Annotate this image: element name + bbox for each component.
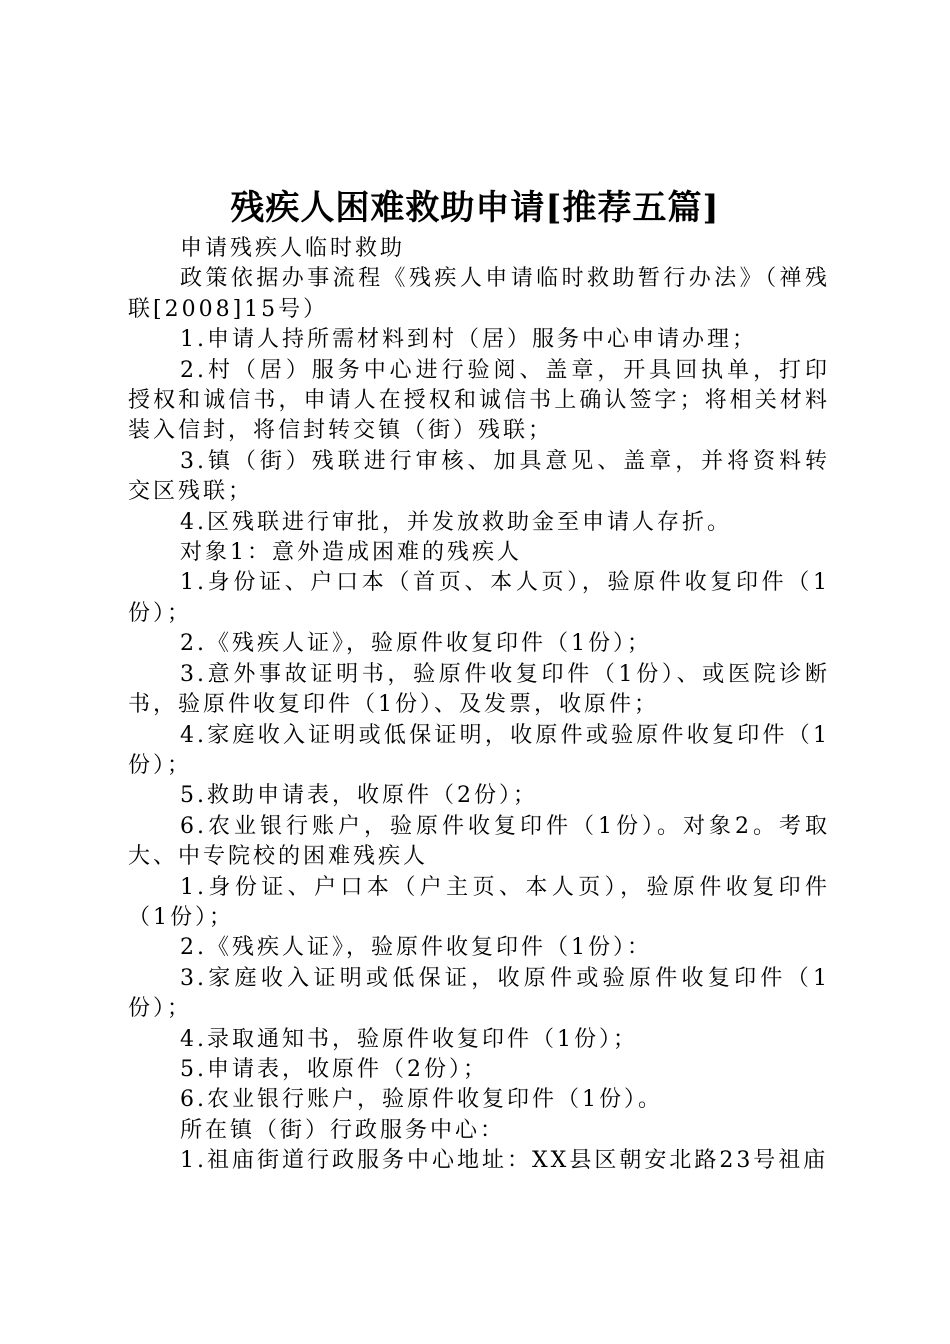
paragraph: 3.家庭收入证明或低保证，收原件或验原件收复印件（1份）； <box>128 965 830 1022</box>
paragraph: 1.祖庙街道行政服务中心地址：XX县区朝安北路23号祖庙 <box>180 1148 829 1174</box>
paragraph: 申请残疾人临时救助 <box>180 236 406 261</box>
document-body <box>128 234 830 1177</box>
paragraph: 所在镇（街）行政服务中心： <box>180 1117 506 1143</box>
paragraph: 5.申请表，收原件（2份）； <box>180 1056 488 1082</box>
paragraph: 4.区残联进行审批，并发放救助金至申请人存折。 <box>180 509 732 535</box>
paragraph: 3.意外事故证明书，验原件收复印件（1份）、或医院诊断书，验原件收复印件（1份）、及发票，收原件； <box>128 661 830 718</box>
paragraph: 1.身份证、户口本（首页、本人页），验原件收复印件（1份）； <box>128 570 830 626</box>
paragraph: 6.农业银行账户，验原件收复印件（1份）。 <box>180 1087 663 1113</box>
paragraph: 5.救助申请表，收原件（2份）； <box>180 783 538 809</box>
paragraph: 2.《残疾人证》，验原件收复印件（1份）； <box>180 631 652 657</box>
paragraph: 对象1：意外造成困难的残疾人 <box>180 540 522 566</box>
paragraph: 1.身份证、户口本（户主页、本人页），验原件收复印件（1份）； <box>128 874 830 930</box>
paragraph: 2.村（居）服务中心进行验阅、盖章，开具回执单，打印授权和诚信书，申请人在授权和诚信书上确认签字；将相关材料装入信封，将信封转交镇（街）残联； <box>128 357 830 444</box>
paragraph: 6.农业银行账户，验原件收复印件（1份）。对象2。考取大、中专院校的困难残疾人 <box>128 813 830 870</box>
paragraph: 4.家庭收入证明或低保证明，收原件或验原件收复印件（1份）； <box>128 722 830 778</box>
paragraph: 3.镇（街）残联进行审核、加具意见、盖章，并将资料转交区残联； <box>128 448 830 505</box>
paragraph: 4.录取通知书，验原件收复印件（1份）； <box>180 1026 638 1052</box>
paragraph: 1.申请人持所需材料到村（居）服务中心申请办理； <box>180 327 757 353</box>
paragraph: 政策依据办事流程《残疾人申请临时救助暂行办法》（禅残联[2008]15号） <box>128 266 830 322</box>
paragraph: 2.《残疾人证》，验原件收复印件（1份）： <box>180 935 652 961</box>
document-title: 残疾人困难救助申请[推荐五篇] <box>230 188 720 228</box>
